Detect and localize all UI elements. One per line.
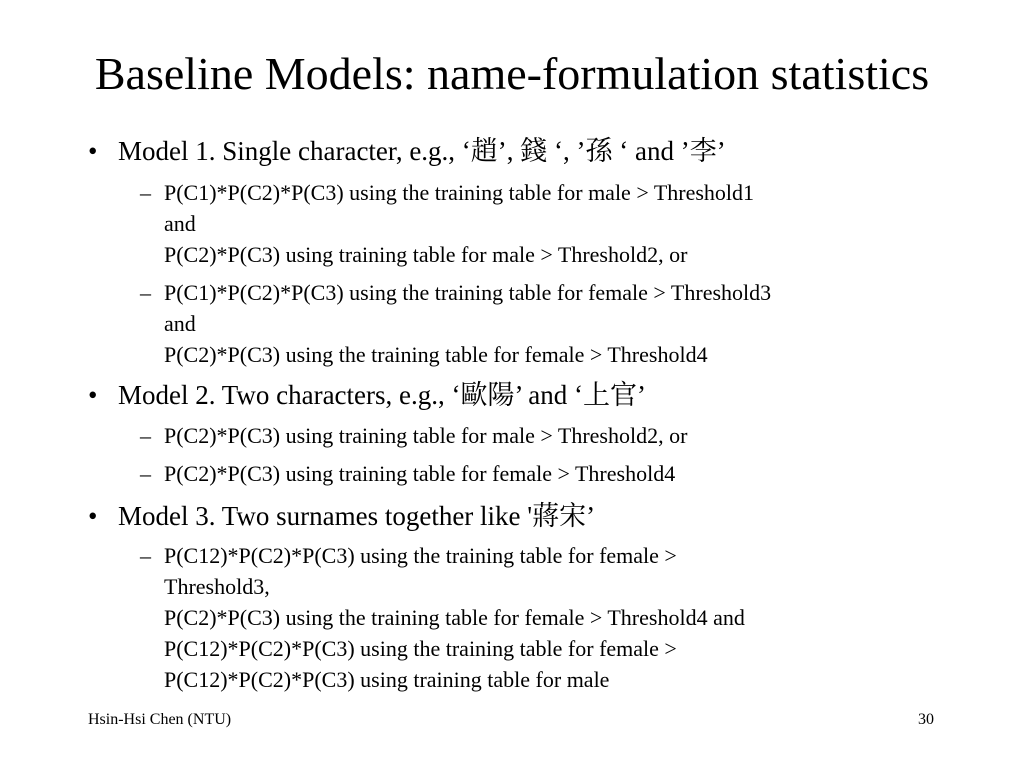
bullet-text: Model 2. Two characters, e.g., ‘歐陽’ and ‘上官’: [118, 380, 646, 410]
sub-bullet-dash: –: [140, 543, 151, 568]
sub-bullet-line: P(C2)*P(C3) using the training table for female > Threshold4: [164, 342, 708, 367]
sub-bullet-model-1-female: [140, 277, 771, 370]
sub-bullet-line: P(C1)*P(C2)*P(C3) using the training table for female > Threshold3: [164, 280, 772, 305]
sub-bullet-line: P(C12)*P(C2)*P(C3) using the training table for female >: [164, 543, 677, 568]
sub-bullet-line: and: [164, 211, 196, 236]
bullet-mark: •: [88, 501, 98, 531]
footer-author: Hsin-Hsi Chen (NTU): [88, 711, 232, 728]
sub-bullet-model-2-male: [140, 420, 687, 451]
sub-bullet-dash: –: [140, 461, 151, 486]
sub-bullet-model-2-female: [140, 458, 675, 489]
bullet-text: Model 3. Two surnames together like '蔣宋’: [118, 501, 596, 531]
bullet-mark: •: [88, 380, 98, 410]
bullet-model-3: [88, 500, 595, 532]
page-number: 30: [918, 711, 934, 728]
sub-bullet-line: Threshold3,: [164, 574, 270, 599]
bullet-text: Model 1. Single character, e.g., ‘趙’, 錢 ‘, ’孫 ‘ and ’李’: [118, 136, 726, 166]
sub-bullet-dash: –: [140, 180, 151, 205]
bullet-model-2: [88, 379, 646, 411]
bullet-mark: •: [88, 136, 98, 166]
sub-bullet-line: P(C2)*P(C3) using training table for female > Threshold4: [164, 461, 676, 486]
sub-bullet-model-1-male: [140, 177, 754, 270]
sub-bullet-dash: –: [140, 423, 151, 448]
sub-bullet-line: P(C2)*P(C3) using the training table for female > Threshold4 and: [164, 605, 745, 630]
sub-bullet-dash: –: [140, 280, 151, 305]
sub-bullet-line: P(C2)*P(C3) using training table for male > Threshold2, or: [164, 242, 688, 267]
sub-bullet-line: P(C1)*P(C2)*P(C3) using the training table for male > Threshold1: [164, 180, 755, 205]
slide-title: Baseline Models: name-formulation statistics: [94, 48, 930, 99]
sub-bullet-line: P(C12)*P(C2)*P(C3) using training table for male: [164, 667, 610, 692]
sub-bullet-model-3: [140, 540, 745, 695]
bullet-model-1: [88, 135, 726, 167]
sub-bullet-line: P(C2)*P(C3) using training table for male > Threshold2, or: [164, 423, 688, 448]
sub-bullet-line: and: [164, 311, 196, 336]
sub-bullet-line: P(C12)*P(C2)*P(C3) using the training table for female >: [164, 636, 677, 661]
